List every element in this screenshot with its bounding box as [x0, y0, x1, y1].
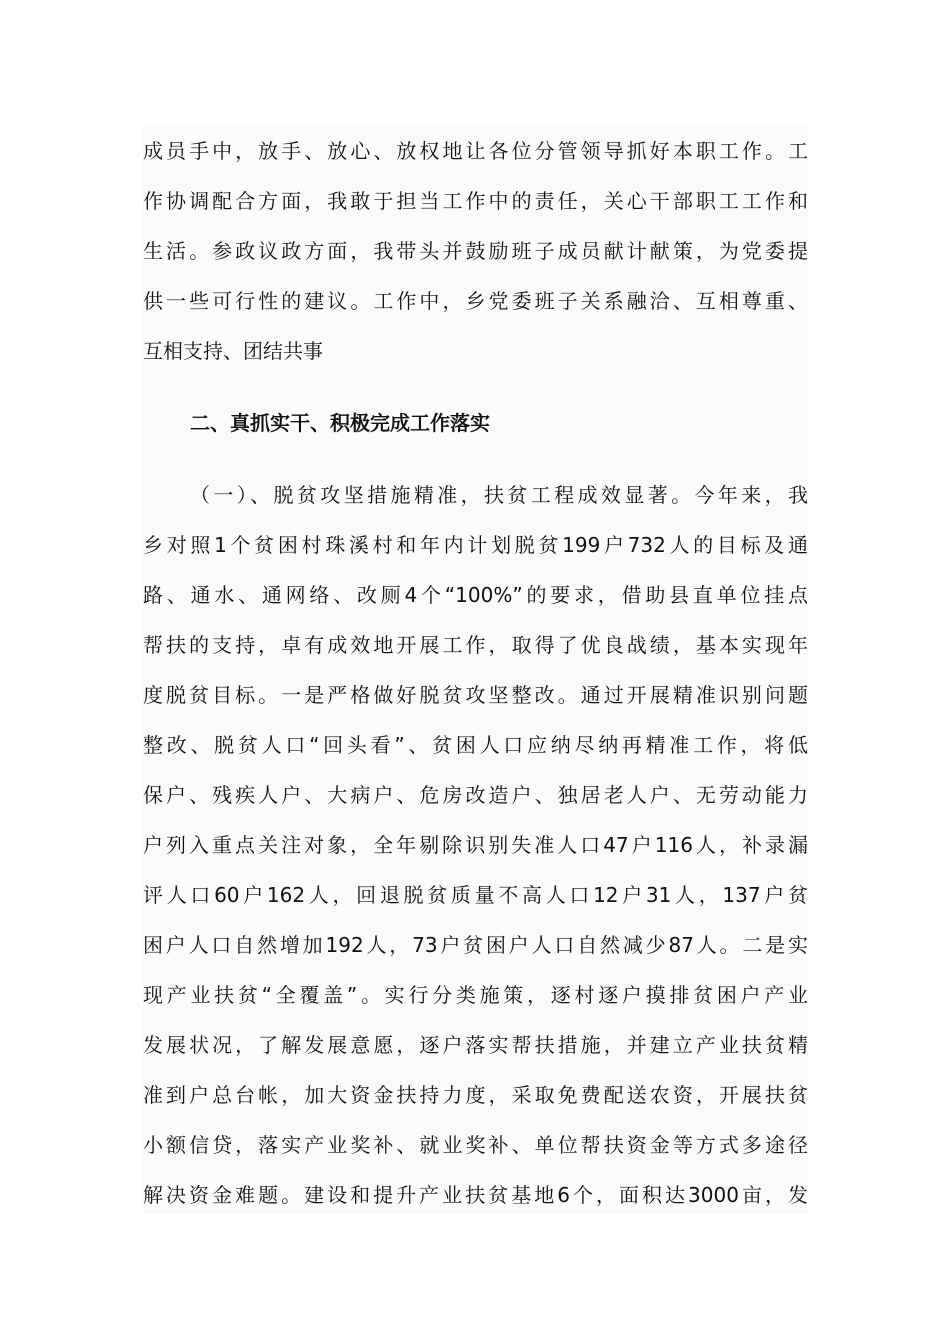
body-text-line: 互相支持、团结共事 — [143, 339, 323, 363]
body-text-line: 乡对照1个贫困村珠溪村和年内计划脱贫199户732人的目标及通 — [143, 533, 808, 557]
body-text-line: 现产业扶贫“全覆盖”。实行分类施策，逐村逐户摸排贫困户产业 — [143, 983, 808, 1007]
body-text-line: 帮扶的支持，卓有成效地开展工作，取得了优良战绩，基本实现年 — [143, 633, 808, 657]
document-body — [143, 124, 808, 1214]
body-text-line: 度脱贫目标。一是严格做好脱贫攻坚整改。通过开展精准识别问题 — [143, 683, 808, 707]
body-text-line: 小额信贷，落实产业奖补、就业奖补、单位帮扶资金等方式多途径 — [143, 1133, 808, 1157]
body-text-line: （一）、脱贫攻坚措施精准，扶贫工程成效显著。今年来，我 — [190, 483, 808, 507]
body-text-line: 整改、脱贫人口“回头看”、贫困人口应纳尽纳再精准工作，将低 — [143, 733, 808, 757]
body-text-line: 解决资金难题。建设和提升产业扶贫基地6个，面积达3000亩，发 — [143, 1183, 808, 1207]
body-text-line: 保户、残疾人户、大病户、危房改造户、独居老人户、无劳动能力 — [143, 783, 808, 807]
body-text-line: 生活。参政议政方面，我带头并鼓励班子成员献计献策，为党委提 — [143, 239, 808, 263]
body-text-line: 户列入重点关注对象，全年剔除识别失准人口47户116人，补录漏 — [143, 833, 808, 857]
section-heading: 二、真抓实干、积极完成工作落实 — [190, 411, 490, 435]
body-text-line: 发展状况，了解发展意愿，逐户落实帮扶措施，并建立产业扶贫精 — [143, 1033, 808, 1057]
body-text-line: 准到户总台帐，加大资金扶持力度，采取免费配送农资，开展扶贫 — [143, 1083, 808, 1107]
body-text-line: 困户人口自然增加192人，73户贫困户人口自然减少87人。二是实 — [143, 933, 808, 957]
body-text-line: 路、通水、通网络、改厕4个“100%”的要求，借助县直单位挂点 — [143, 583, 808, 607]
body-text-line: 评人口60户162人，回退脱贫质量不高人口12户31人，137户贫 — [143, 883, 808, 907]
body-text-line: 成员手中，放手、放心、放权地让各位分管领导抓好本职工作。工 — [143, 139, 808, 163]
body-text-line: 供一些可行性的建议。工作中，乡党委班子关系融洽、互相尊重、 — [143, 289, 808, 313]
body-text-line: 作协调配合方面，我敢于担当工作中的责任，关心干部职工工作和 — [143, 189, 808, 213]
